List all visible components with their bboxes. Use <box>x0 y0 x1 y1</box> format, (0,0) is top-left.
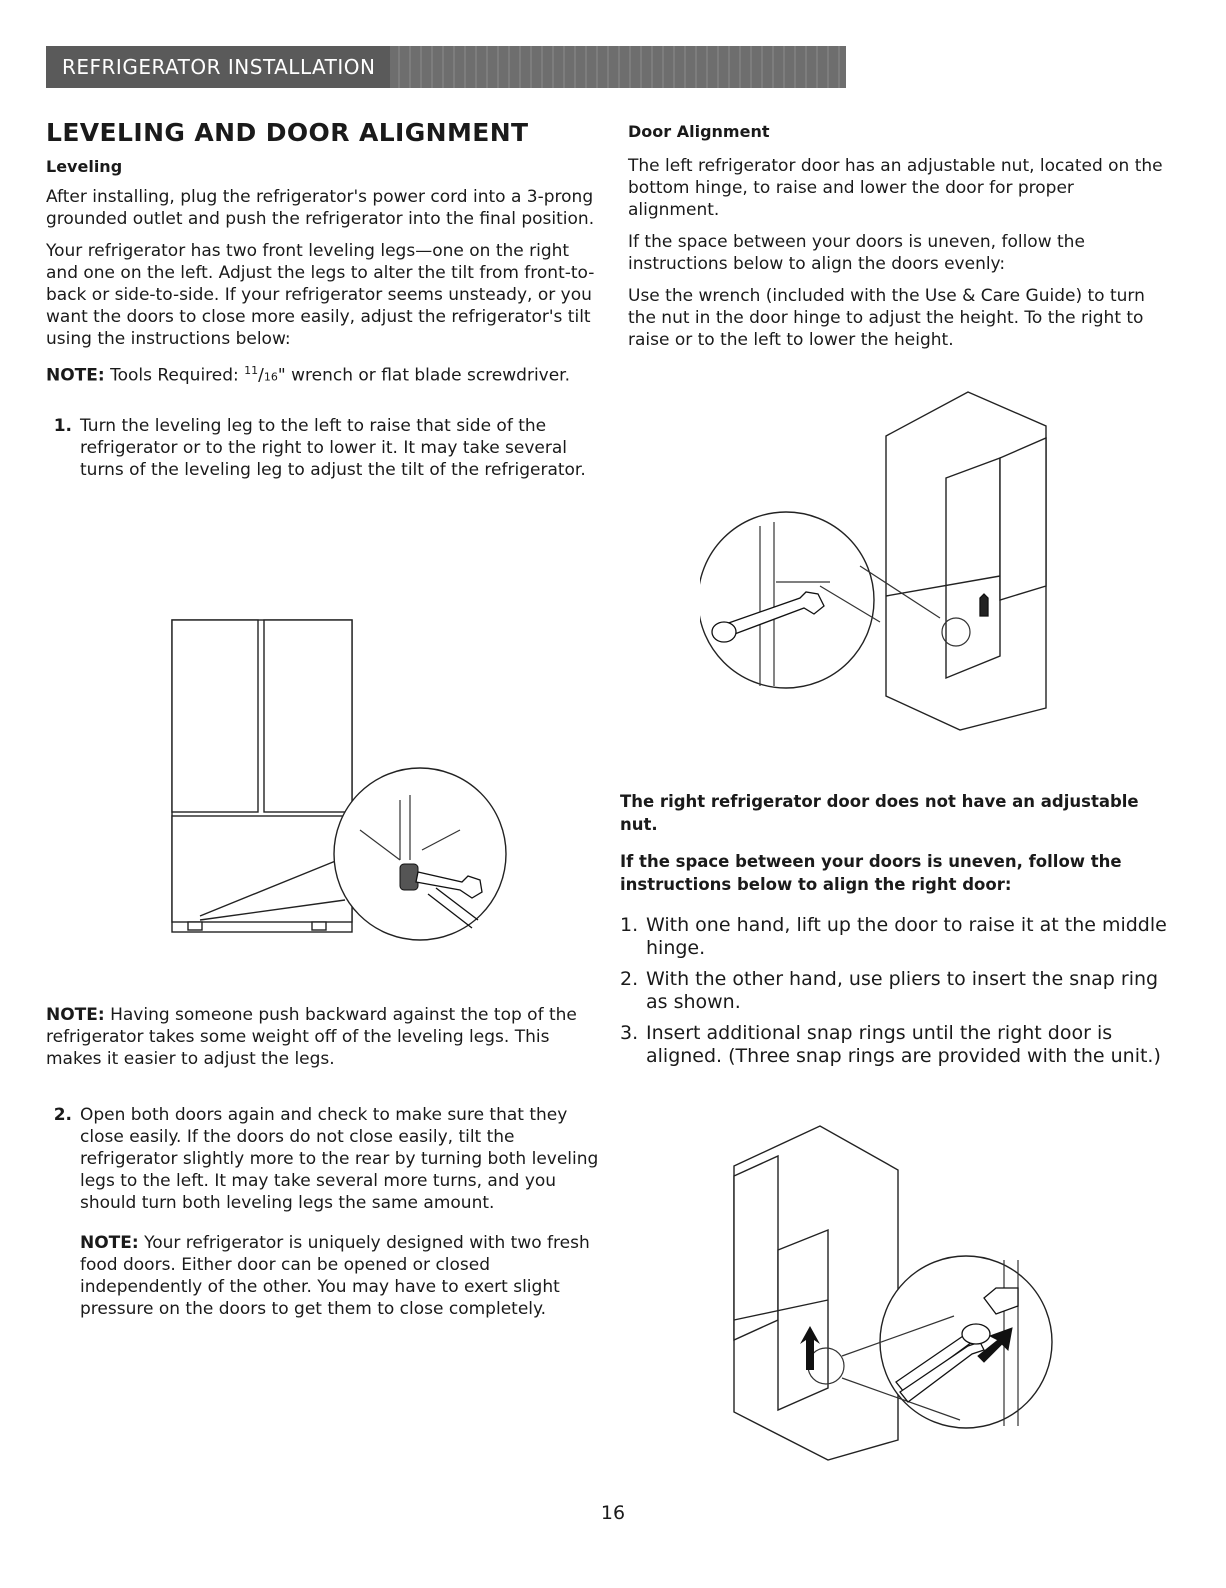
door-alignment-subheading: Door Alignment <box>628 122 770 141</box>
door-alignment-paragraph-1: The left refrigerator door has an adjustable nut, located on the bottom hinge, to raise and lower the door for proper alignment. <box>628 156 1163 220</box>
step-number: 2. <box>620 968 639 990</box>
right-door-step-2 <box>620 968 1168 1014</box>
leveling-subheading: Leveling <box>46 157 123 176</box>
leveling-step-2-block <box>46 1104 601 1330</box>
step-number: 1. <box>53 415 72 436</box>
weight-note-text: Having someone push backward against the top of the refrigerator takes some weight off of the leveling legs. This makes it easier to adjust the legs. <box>46 1005 577 1069</box>
page-number: 16 <box>600 1502 626 1524</box>
right-door-no-nut-note: The right refrigerator door does not have an adjustable nut. <box>620 792 1139 834</box>
right-column <box>628 118 1168 361</box>
leveling-paragraph-1: After installing, plug the refrigerator's power cord into a 3-prong grounded outlet and push the refrigerator into the final position. <box>46 187 595 229</box>
door-alignment-paragraph-2: If the space between your doors is uneven, follow the instructions below to align the doors evenly: <box>628 232 1085 274</box>
page-title: LEVELING AND DOOR ALIGNMENT <box>46 118 529 147</box>
snap-ring-pliers-illustration <box>728 1120 1068 1470</box>
step-number: 2. <box>53 1105 72 1125</box>
step-text: Turn the leveling leg to the left to raise that side of the refrigerator or to the right to lower it. It may take several turns of the leveling leg to adjust the tilt of the refrigerator. <box>80 415 586 480</box>
step-text: Insert additional snap rings until the right door is aligned. (Three snap rings are provided with the unit.) <box>646 1022 1161 1067</box>
leveling-paragraph-2: Your refrigerator has two front leveling legs—one on the right and one on the left. Adjust the legs to alter the tilt from front-to-back or side-to-side. If your refrigerator seems unsteady, or you want the doors to close more easily, adjust the refrigerator's tilt using the instructions below: <box>46 241 595 349</box>
leveling-step-1 <box>46 415 601 481</box>
step-text: Open both doors again and check to make sure that they close easily. If the doors do not close easily, tilt the refrigerator slightly more to the rear by turning both leveling legs to the left. It may take several more turns, and you should turn both leveling legs the same amount. <box>80 1105 599 1213</box>
fraction-denominator: 16 <box>263 370 278 384</box>
weight-note-block <box>46 1004 601 1080</box>
note-label: NOTE: <box>46 365 105 386</box>
doors-note <box>46 1232 601 1320</box>
step-number: 1. <box>620 914 639 936</box>
step-number: 3. <box>620 1022 639 1044</box>
right-door-block <box>620 790 1168 1076</box>
step-text: With one hand, lift up the door to raise it at the middle hinge. <box>646 914 1167 959</box>
doors-note-text: Your refrigerator is uniquely designed with two fresh food doors. Either door can be opened or closed independently of the other. You may have to exert slight pressure on the doors to get them to close completely. <box>80 1233 590 1319</box>
door-hinge-wrench-illustration <box>700 386 1060 736</box>
right-door-instructions-intro: If the space between your doors is uneven, follow the instructions below to align the right door: <box>620 852 1122 894</box>
section-banner-label: REFRIGERATOR INSTALLATION <box>46 46 390 88</box>
leveling-leg-illustration <box>160 610 520 980</box>
note-label: NOTE: <box>80 1233 139 1253</box>
note-label: NOTE: <box>46 1005 105 1025</box>
right-door-step-1 <box>620 914 1168 960</box>
tools-note: NOTE: Tools Required: $^{11}$/16" wrench or flat blade screwdriver. <box>46 364 571 386</box>
leveling-step-2 <box>46 1104 601 1214</box>
door-alignment-paragraph-3: Use the wrench (included with the Use & Care Guide) to turn the nut in the door hinge to adjust the height. To the right to raise or to the left to lower the height. <box>628 286 1145 350</box>
left-column <box>46 118 601 491</box>
right-door-step-3 <box>620 1022 1168 1068</box>
tools-note-text: Tools Required: <box>110 365 239 386</box>
section-banner <box>46 46 846 88</box>
step-text: With the other hand, use pliers to insert the snap ring as shown. <box>646 968 1159 1013</box>
fraction-numerator: 11 <box>244 364 259 377</box>
tools-note-text-end: " wrench or flat blade screwdriver. <box>277 365 571 386</box>
weight-note <box>46 1004 601 1070</box>
